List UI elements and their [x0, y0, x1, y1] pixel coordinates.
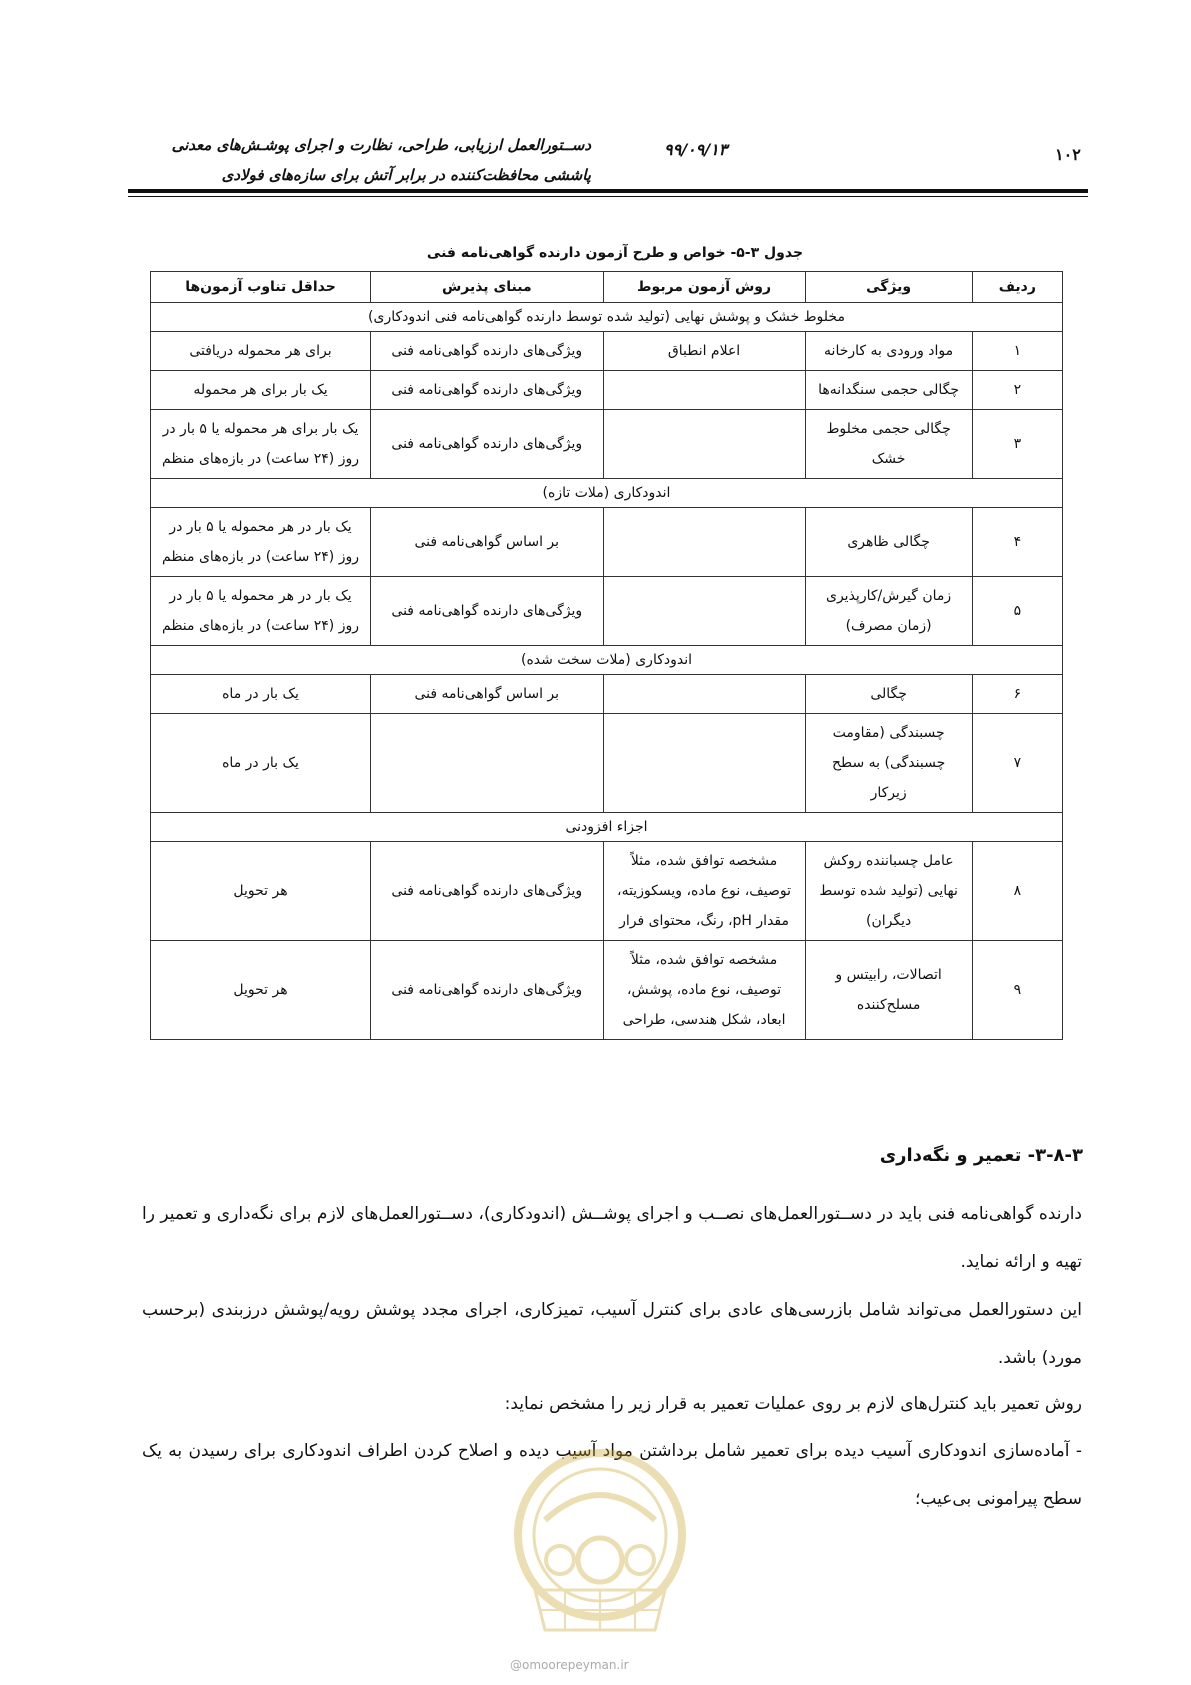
frequency-cell: هر تحویل	[151, 941, 371, 1040]
section-row	[151, 303, 1063, 332]
table-row	[151, 332, 1063, 371]
frequency-cell: یک بار برای هر محموله	[151, 371, 371, 410]
method-cell	[603, 714, 805, 813]
basis-cell: ویژگی‌های دارنده گواهی‌نامه فنی	[371, 842, 604, 941]
basis-cell: ویژگی‌های دارنده گواهی‌نامه فنی	[371, 577, 604, 646]
paragraph: این دستورالعمل می‌تواند شامل بازرسی‌های عادی برای کنترل آسیب، تمیزکاری، اجرای مجدد پوشش رویه/پوشش درزبندی (برحسب مورد) باشد.	[142, 1300, 1082, 1368]
section-title: مخلوط خشک و پوشش نهایی (تولید شده توسط دارنده گواهی‌نامه فنی اندودکاری)	[151, 303, 1063, 332]
table-row	[151, 941, 1063, 1040]
method-cell	[603, 508, 805, 577]
method-cell	[603, 371, 805, 410]
column-header: روش آزمون مربوط	[603, 272, 805, 303]
row-number: ۴	[972, 508, 1062, 577]
table-row	[151, 371, 1063, 410]
paragraph: روش تعمیر باید کنترل‌های لازم بر روی عملیات تعمیر به قرار زیر را مشخص نماید:	[504, 1394, 1082, 1414]
feature-cell: مواد ورودی به کارخانه	[805, 332, 972, 371]
watermark-logo-icon	[505, 1440, 695, 1660]
feature-cell: عامل چسباننده روکش نهایی (تولید شده توسط دیگران)	[805, 842, 972, 941]
basis-cell: ویژگی‌های دارنده گواهی‌نامه فنی	[371, 410, 604, 479]
method-cell: مشخصه توافق شده، مثلاً توصیف، نوع ماده، پوشش، ابعاد، شکل هندسی، طراحی	[603, 941, 805, 1040]
frequency-cell: برای هر محموله دریافتی	[151, 332, 371, 371]
header-date: ۹۹/۰۹/۱۳	[664, 140, 728, 159]
table-caption: جدول ۳-۵- خواص و طرح آزمون دارنده گواهی‌نامه فنی	[426, 245, 804, 261]
paragraph: دارنده گواهی‌نامه فنی باید در دســتورالعمل‌های نصــب و اجرای پوشــش (اندودکاری)، دســتورالعمل‌های لازم برای نگه‌داری و تعمیر را تهیه و ارائه نماید.	[142, 1204, 1082, 1272]
watermark-text: @omoorepeyman.ir	[510, 1658, 629, 1672]
table-row	[151, 577, 1063, 646]
method-cell: مشخصه توافق شده، مثلاً توصیف، نوع ماده، ویسکوزیته، مقدار pH، رنگ، محتوای فرار	[603, 842, 805, 941]
table-row	[151, 508, 1063, 577]
page-number: ۱۰۲	[1055, 145, 1081, 164]
section-heading: ۳-۸-۳- تعمیر و نگه‌داری	[879, 1145, 1083, 1166]
section-row	[151, 813, 1063, 842]
basis-cell	[371, 714, 604, 813]
feature-cell: چگالی حجمی سنگدانه‌ها	[805, 371, 972, 410]
column-header: حداقل تناوب آزمون‌ها	[151, 272, 371, 303]
frequency-cell: یک بار در ماه	[151, 675, 371, 714]
table-row	[151, 714, 1063, 813]
column-header: مبنای پذیرش	[371, 272, 604, 303]
feature-cell: زمان گیرش/کارپذیری (زمان مصرف)	[805, 577, 972, 646]
row-number: ۳	[972, 410, 1062, 479]
table-header-row	[151, 272, 1063, 303]
document-title	[131, 130, 591, 190]
feature-cell: چسبندگی (مقاومت چسبندگی) به سطح زیرکار	[805, 714, 972, 813]
method-cell: اعلام انطباق	[603, 332, 805, 371]
method-cell	[603, 410, 805, 479]
header-rule-thick	[128, 189, 1088, 193]
feature-cell: اتصالات، رابیتس و مسلح‌کننده	[805, 941, 972, 1040]
method-cell	[603, 577, 805, 646]
frequency-cell: یک بار در ماه	[151, 714, 371, 813]
row-number: ۸	[972, 842, 1062, 941]
basis-cell: ویژگی‌های دارنده گواهی‌نامه فنی	[371, 371, 604, 410]
column-header: ردیف	[972, 272, 1062, 303]
row-number: ۵	[972, 577, 1062, 646]
table-row	[151, 842, 1063, 941]
basis-cell: ویژگی‌های دارنده گواهی‌نامه فنی	[371, 941, 604, 1040]
table-row	[151, 675, 1063, 714]
basis-cell: ویژگی‌های دارنده گواهی‌نامه فنی	[371, 332, 604, 371]
section-title: اندودکاری (ملات سخت شده)	[151, 646, 1063, 675]
method-cell	[603, 675, 805, 714]
frequency-cell: یک بار برای هر محموله یا ۵ بار در روز (۲۴ ساعت) در بازه‌های منظم	[151, 410, 371, 479]
paragraph: - آماده‌سازی اندودکاری آسیب دیده برای تعمیر شامل برداشتن مواد آسیب دیده و اصلاح کردن اطراف اندودکاری برای رسیدن به یک سطح پیرامونی بی‌عیب؛	[142, 1441, 1082, 1509]
feature-cell: چگالی حجمی مخلوط خشک	[805, 410, 972, 479]
section-row	[151, 646, 1063, 675]
section-title: اندودکاری (ملات تازه)	[151, 479, 1063, 508]
table-row	[151, 410, 1063, 479]
row-number: ۱	[972, 332, 1062, 371]
feature-cell: چگالی ظاهری	[805, 508, 972, 577]
basis-cell: بر اساس گواهی‌نامه فنی	[371, 675, 604, 714]
basis-cell: بر اساس گواهی‌نامه فنی	[371, 508, 604, 577]
row-number: ۲	[972, 371, 1062, 410]
feature-cell: چگالی	[805, 675, 972, 714]
row-number: ۹	[972, 941, 1062, 1040]
title-line-1: دســتورالعمل ارزیابی، طراحی، نظارت و اجرای پوشـش‌های معدنی	[171, 136, 591, 154]
frequency-cell: هر تحویل	[151, 842, 371, 941]
title-line-2: پاششی محافظت‌کننده در برابر آتش برای سازه‌های فولادی	[221, 166, 591, 184]
properties-table	[150, 271, 1063, 1040]
header-rule-thin	[128, 196, 1088, 197]
frequency-cell: یک بار در هر محموله یا ۵ بار در روز (۲۴ ساعت) در بازه‌های منظم	[151, 508, 371, 577]
row-number: ۶	[972, 675, 1062, 714]
frequency-cell: یک بار در هر محموله یا ۵ بار در روز (۲۴ ساعت) در بازه‌های منظم	[151, 577, 371, 646]
section-title: اجزاء افزودنی	[151, 813, 1063, 842]
column-header: ویژگی	[805, 272, 972, 303]
section-row	[151, 479, 1063, 508]
row-number: ۷	[972, 714, 1062, 813]
